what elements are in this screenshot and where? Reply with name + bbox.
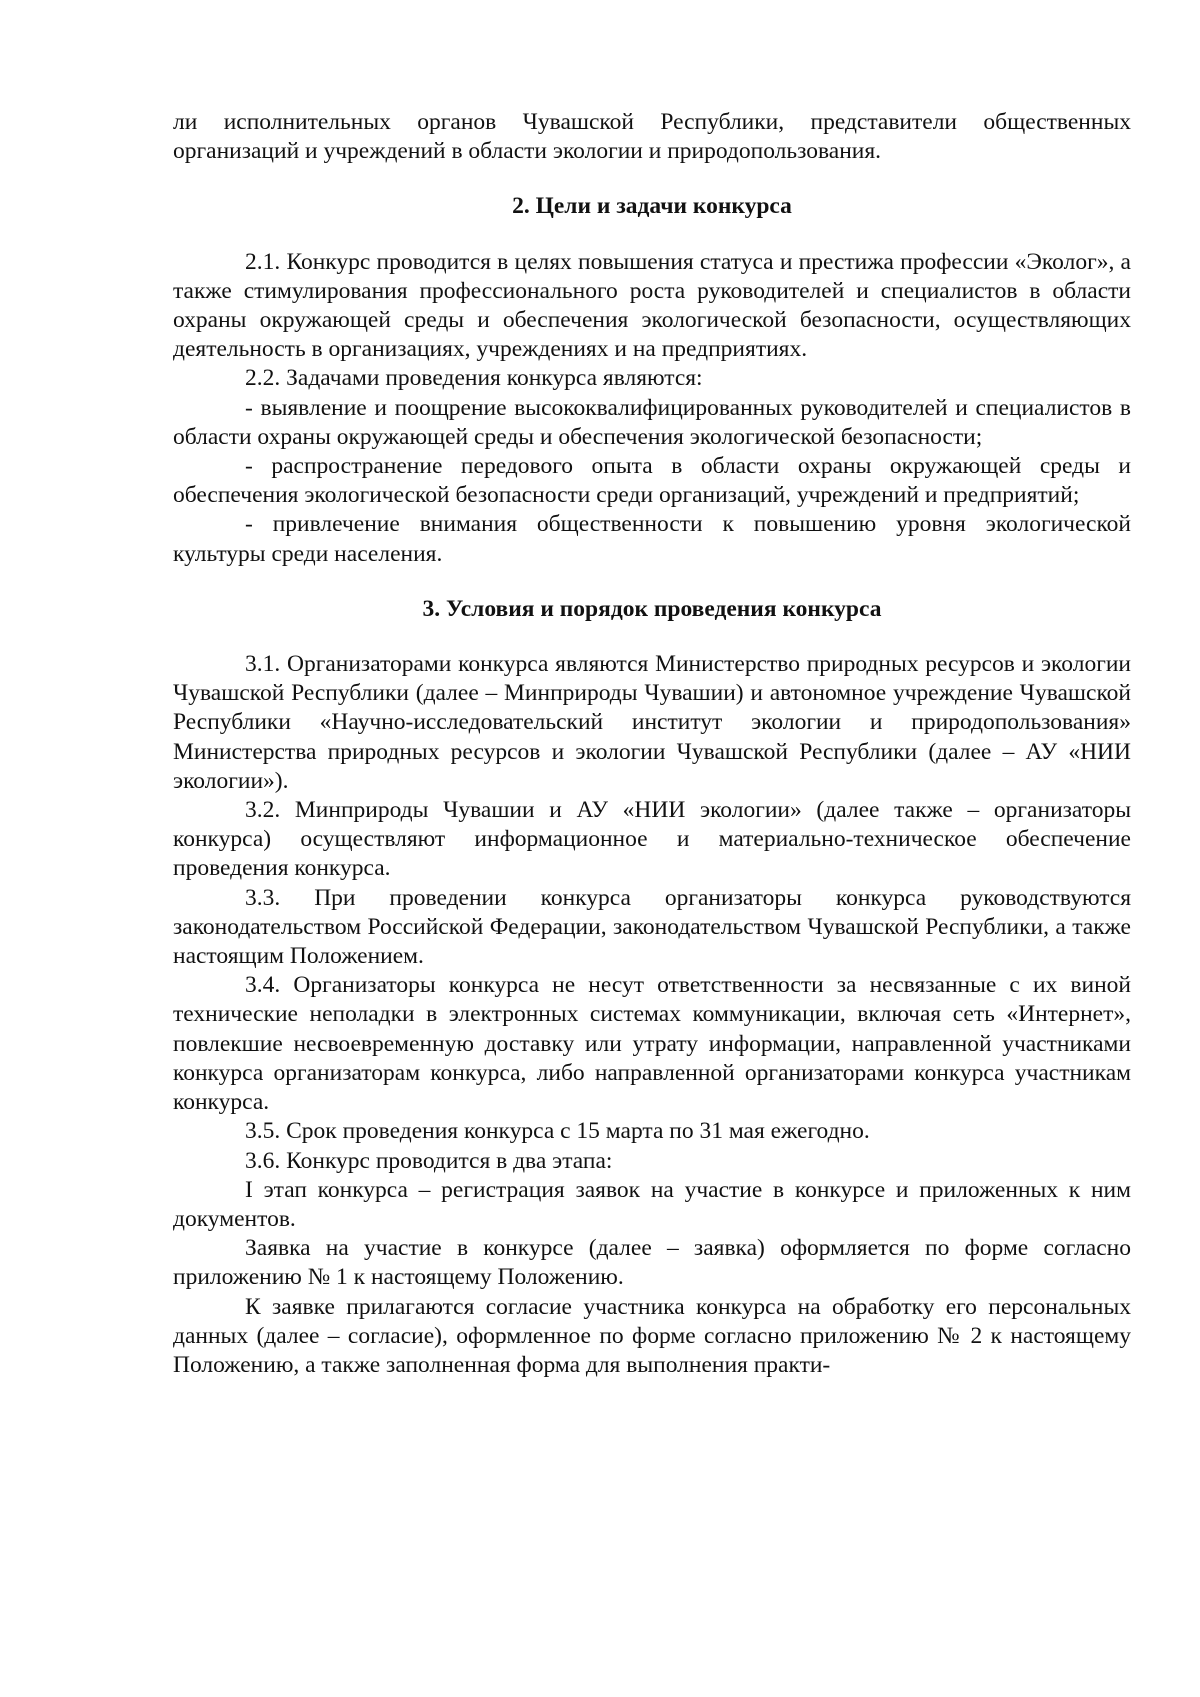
paragraph-2-1: 2.1. Конкурс проводится в целях повышения статуса и престижа профессии «Эколог», а также стимулирования профессионального роста руководителей и специалистов в области охраны окружающей среды и обеспечения экологической безопасности, осуществляющих деятельность в организациях, учреждениях и на предприятиях. (173, 248, 1131, 363)
section-2-heading: 2. Цели и задачи конкурса (512, 193, 792, 220)
document-body (173, 108, 1131, 1380)
list-item-task-3: - привлечение внимания общественности к повышению уровня экологической культуры среди населения. (173, 511, 1131, 567)
section-3-heading: 3. Условия и порядок проведения конкурса (422, 595, 882, 622)
list-item-task-2: - распространение передового опыта в области охраны окружающей среды и обеспечения экологической безопасности среди организаций, учреждений и предприятий; (173, 453, 1131, 509)
paragraph-3-5: 3.5. Срок проведения конкурса с 15 марта по 31 мая ежегодно. (245, 1118, 870, 1145)
paragraph-3-2: 3.2. Минприроды Чувашии и АУ «НИИ экологии» (далее также – организаторы конкурса) осуществляют информационное и материально-техническое обеспечение проведения конкурса. (173, 797, 1131, 882)
paragraph-stage-1: I этап конкурса – регистрация заявок на участие в конкурсе и приложенных к ним документов. (173, 1176, 1131, 1232)
paragraph-2-2: 2.2. Задачами проведения конкурса являются: (245, 365, 703, 392)
paragraph-attachments: К заявке прилагаются согласие участника конкурса на обработку его персональных данных (далее – согласие), оформленное по форме согласно приложению № 2 к настоящему Положению, а также заполненная форма для выполнения практи- (173, 1293, 1131, 1378)
paragraph-application: Заявка на участие в конкурсе (далее – заявка) оформляется по форме согласно приложению № 1 к настоящему Положению. (173, 1235, 1131, 1291)
intro-continuation: ли исполнительных органов Чувашской Республики, представители общественных организаций и учреждений в области экологии и природопользования. (173, 109, 1131, 165)
paragraph-3-4: 3.4. Организаторы конкурса не несут ответственности за несвязанные с их виной технические неполадки в электронных системах коммуникации, включая сеть «Интернет», повлекшие несвоевременную доставку или утрату информации, направленной участниками конкурса организаторам конкурса, либо направленной организаторами конкурса участникам конкурса. (173, 972, 1131, 1116)
paragraph-3-6: 3.6. Конкурс проводится в два этапа: (245, 1147, 613, 1174)
paragraph-3-3: 3.3. При проведении конкурса организаторы конкурса руководствуются законодательством Российской Федерации, законодательством Чувашской Республики, а также настоящим Положением. (173, 884, 1131, 970)
paragraph-3-1: 3.1. Организаторами конкурса являются Министерство природных ресурсов и экологии Чувашской Республики (далее – Минприроды Чувашии) и автономное учреждение Чувашской Республики «Научно-исследовательский институт экологии и природопользования» Министерства природных ресурсов и экологии Чувашской Республики (далее – АУ «НИИ экологии»). (173, 651, 1131, 794)
list-item-task-1: - выявление и поощрение высококвалифицированных руководителей и специалистов в области охраны окружающей среды и обеспечения экологической безопасности; (173, 394, 1131, 450)
